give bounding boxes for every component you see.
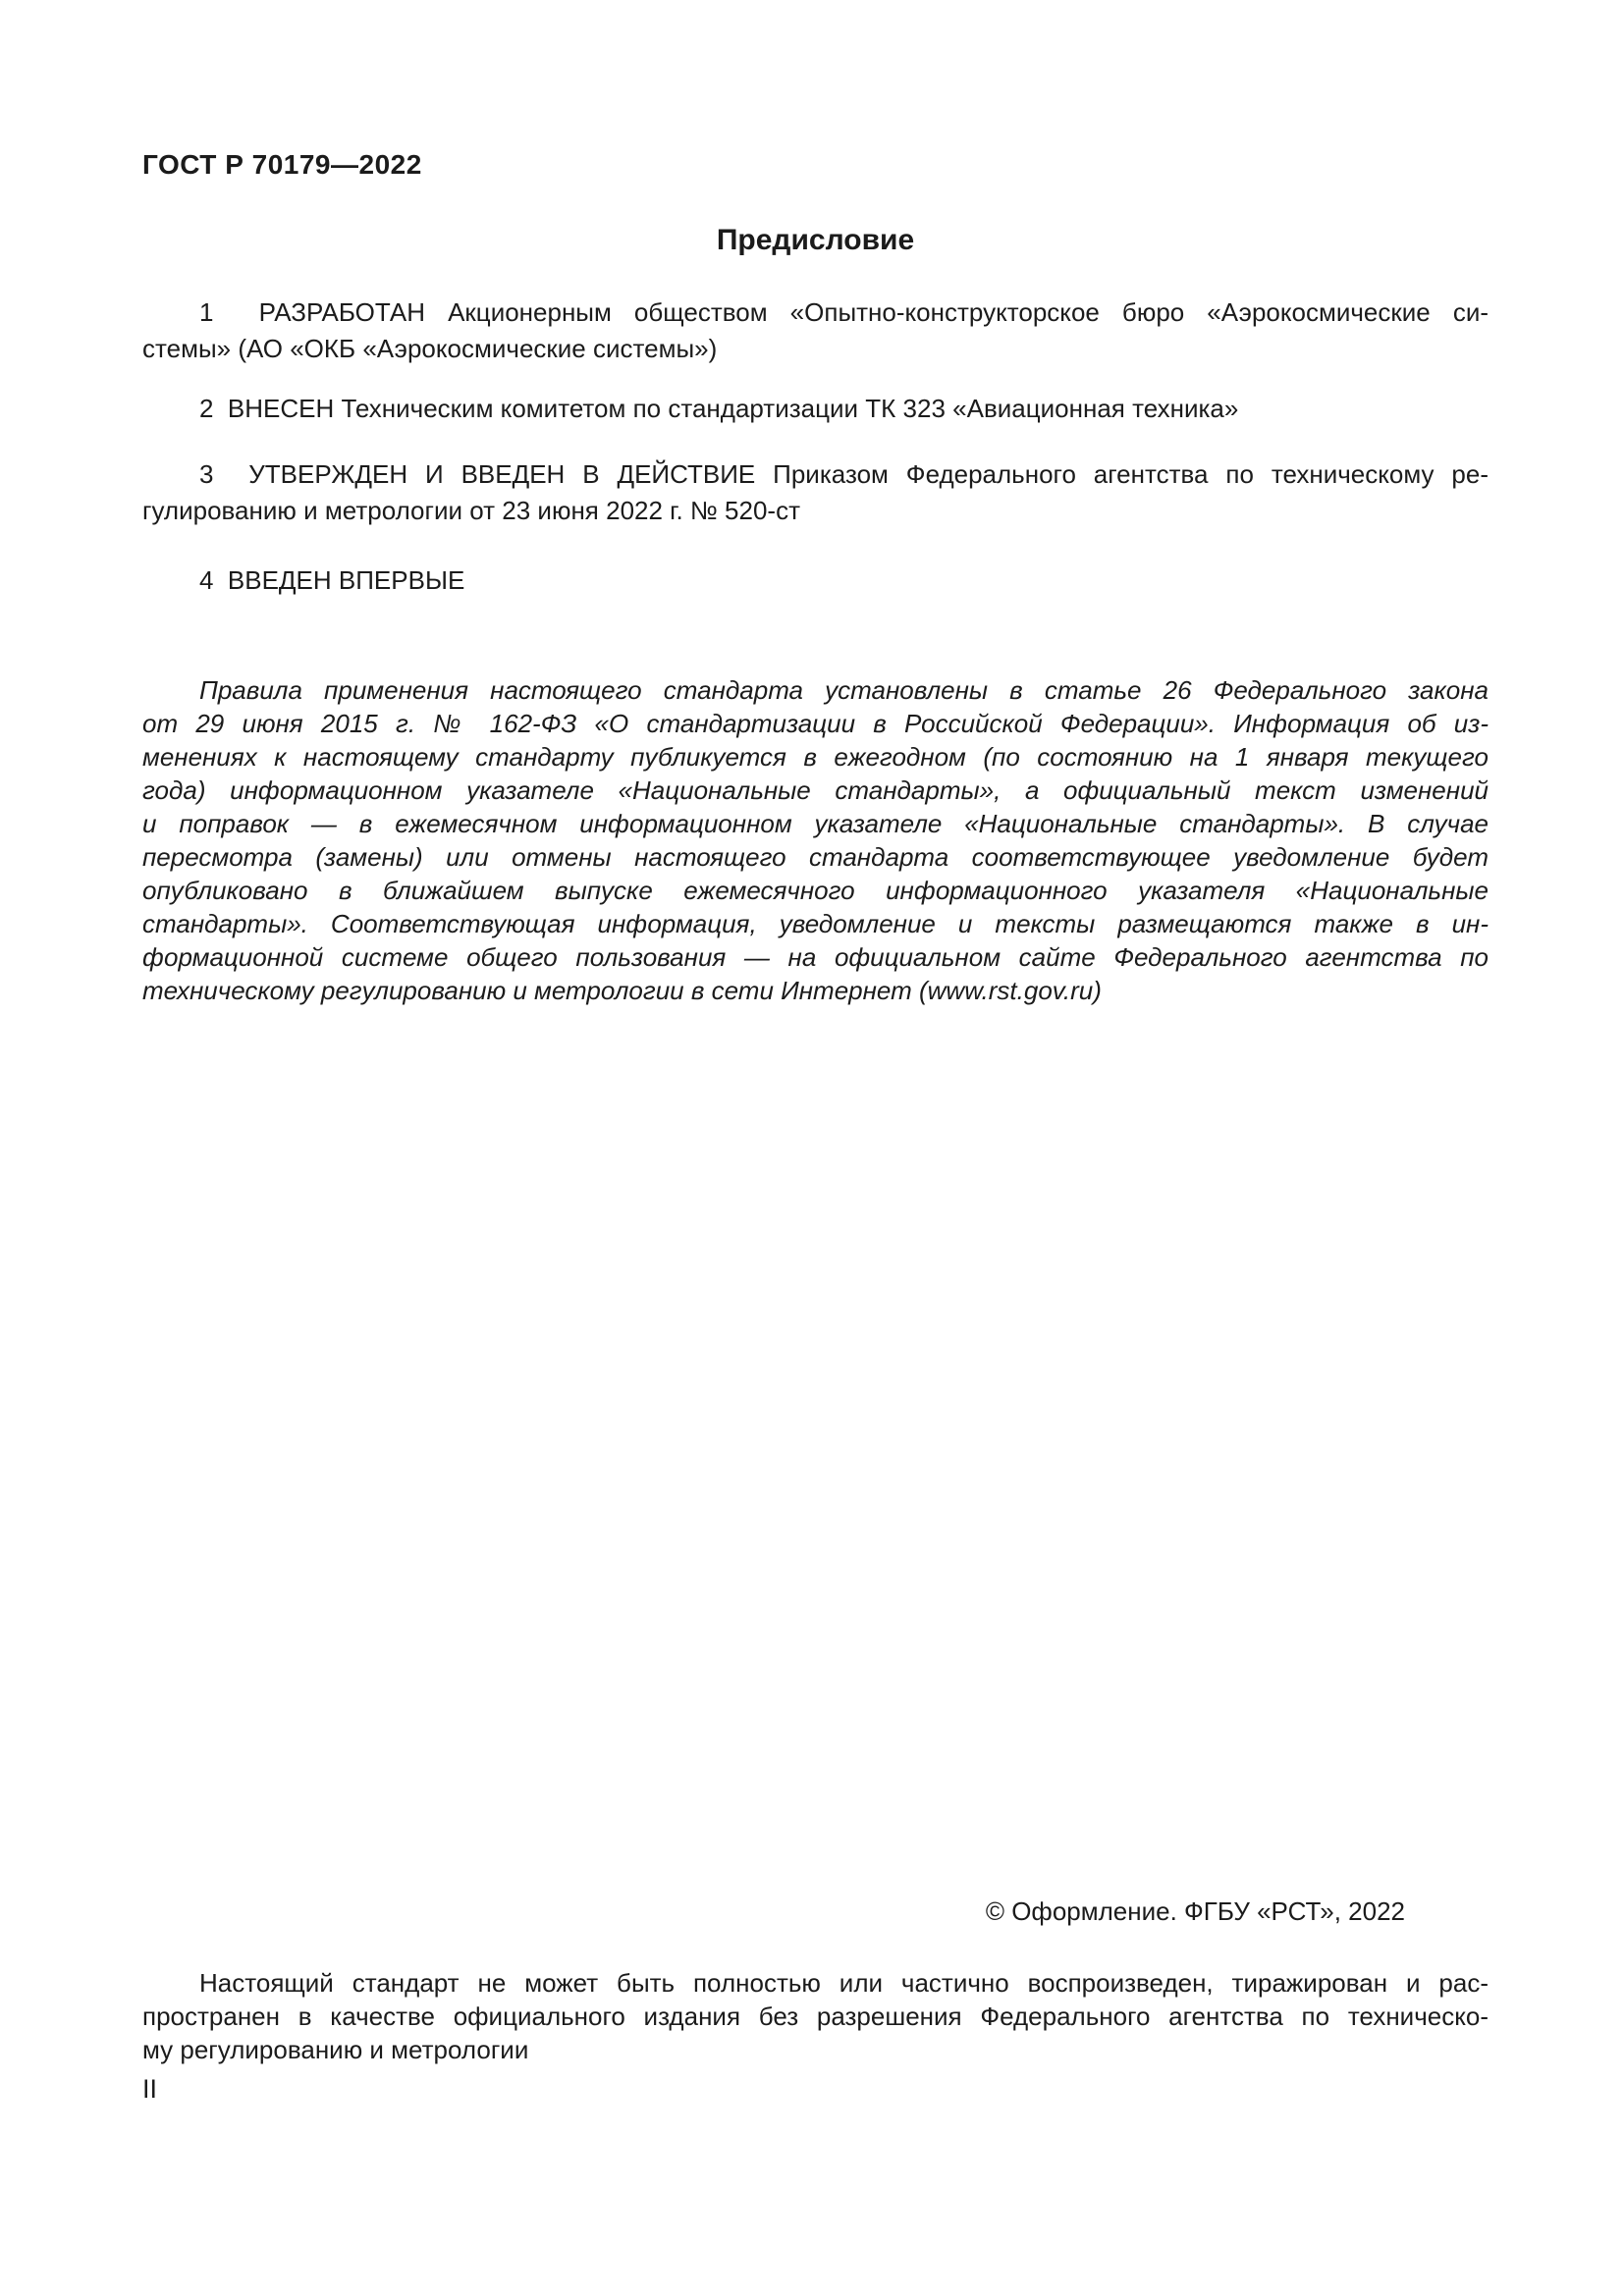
page-content: [142, 149, 1489, 1007]
legal-note-line-5: и поправок — в ежемесячном информационном указателе «Национальные стандарты». В случае: [142, 809, 1489, 838]
reproduction-notice: [142, 1966, 1489, 2066]
clause-developed: [142, 294, 1489, 367]
standard-designation: ГОСТ Р 70179—2022: [142, 149, 422, 180]
clause-submitted: [142, 391, 1489, 427]
reproduction-notice-line-2: пространен в качестве официального издания без разрешения Федерального агентства по техническо-: [142, 2002, 1489, 2031]
clause-introduced-line-1: 4 ВВЕДЕН ВПЕРВЫЕ: [199, 565, 465, 595]
clause-submitted-line-1: 2 ВНЕСЕН Техническим комитетом по стандартизации ТК 323 «Авиационная техника»: [199, 394, 1239, 423]
clause-approved: [142, 456, 1489, 529]
legal-note-line-3: менениях к настоящему стандарту публикуется в ежегодном (по состоянию на 1 января текущего: [142, 742, 1489, 772]
clause-approved-line-1: 3 УТВЕРЖДЕН И ВВЕДЕН В ДЕЙСТВИЕ Приказом Федерального агентства по техническому ре-: [199, 459, 1489, 489]
clause-approved-line-2: гулированию и метрологии от 23 июня 2022 г. № 520-ст: [142, 496, 800, 525]
page-title: Предисловие: [716, 224, 915, 256]
copyright-notice: © Оформление. ФГБУ «РСТ», 2022: [985, 1896, 1405, 1926]
legal-note-line-8: стандарты». Соответствующая информация, уведомление и тексты размещаются также в ин-: [142, 909, 1489, 938]
clause-introduced: [142, 562, 1489, 599]
legal-application-note: [142, 673, 1489, 1007]
legal-note-line-6: пересмотра (замены) или отмены настоящего стандарта соответствующее уведомление будет: [142, 842, 1489, 872]
page-number: II: [142, 2074, 158, 2104]
legal-note-line-7: опубликовано в ближайшем выпуске ежемесячного информационного указателя «Национальные: [142, 876, 1489, 905]
page-footer: [142, 1896, 1489, 2104]
reproduction-notice-line-3: му регулированию и метрологии: [142, 2035, 529, 2064]
clause-developed-line-2: стемы» (АО «ОКБ «Аэрокосмические системы»): [142, 334, 718, 363]
legal-note-line-1: Правила применения настоящего стандарта установлены в статье 26 Федерального закона: [199, 675, 1489, 705]
legal-note-line-4: года) информационном указателе «Национальные стандарты», а официальный текст изменений: [142, 775, 1489, 805]
reproduction-notice-line-1: Настоящий стандарт не может быть полностью или частично воспроизведен, тиражирован и рас-: [199, 1968, 1489, 1998]
clause-developed-line-1: 1 РАЗРАБОТАН Акционерным обществом «Опытно-конструкторское бюро «Аэрокосмические си-: [199, 297, 1489, 327]
legal-note-line-10: техническому регулированию и метрологии в сети Интернет (www.rst.gov.ru): [142, 976, 1102, 1005]
legal-note-line-2: от 29 июня 2015 г. № 162-ФЗ «О стандартизации в Российской Федерации». Информация об из-: [142, 709, 1489, 738]
legal-note-line-9: формационной системе общего пользования — на официальном сайте Федерального агентства по: [142, 942, 1489, 972]
